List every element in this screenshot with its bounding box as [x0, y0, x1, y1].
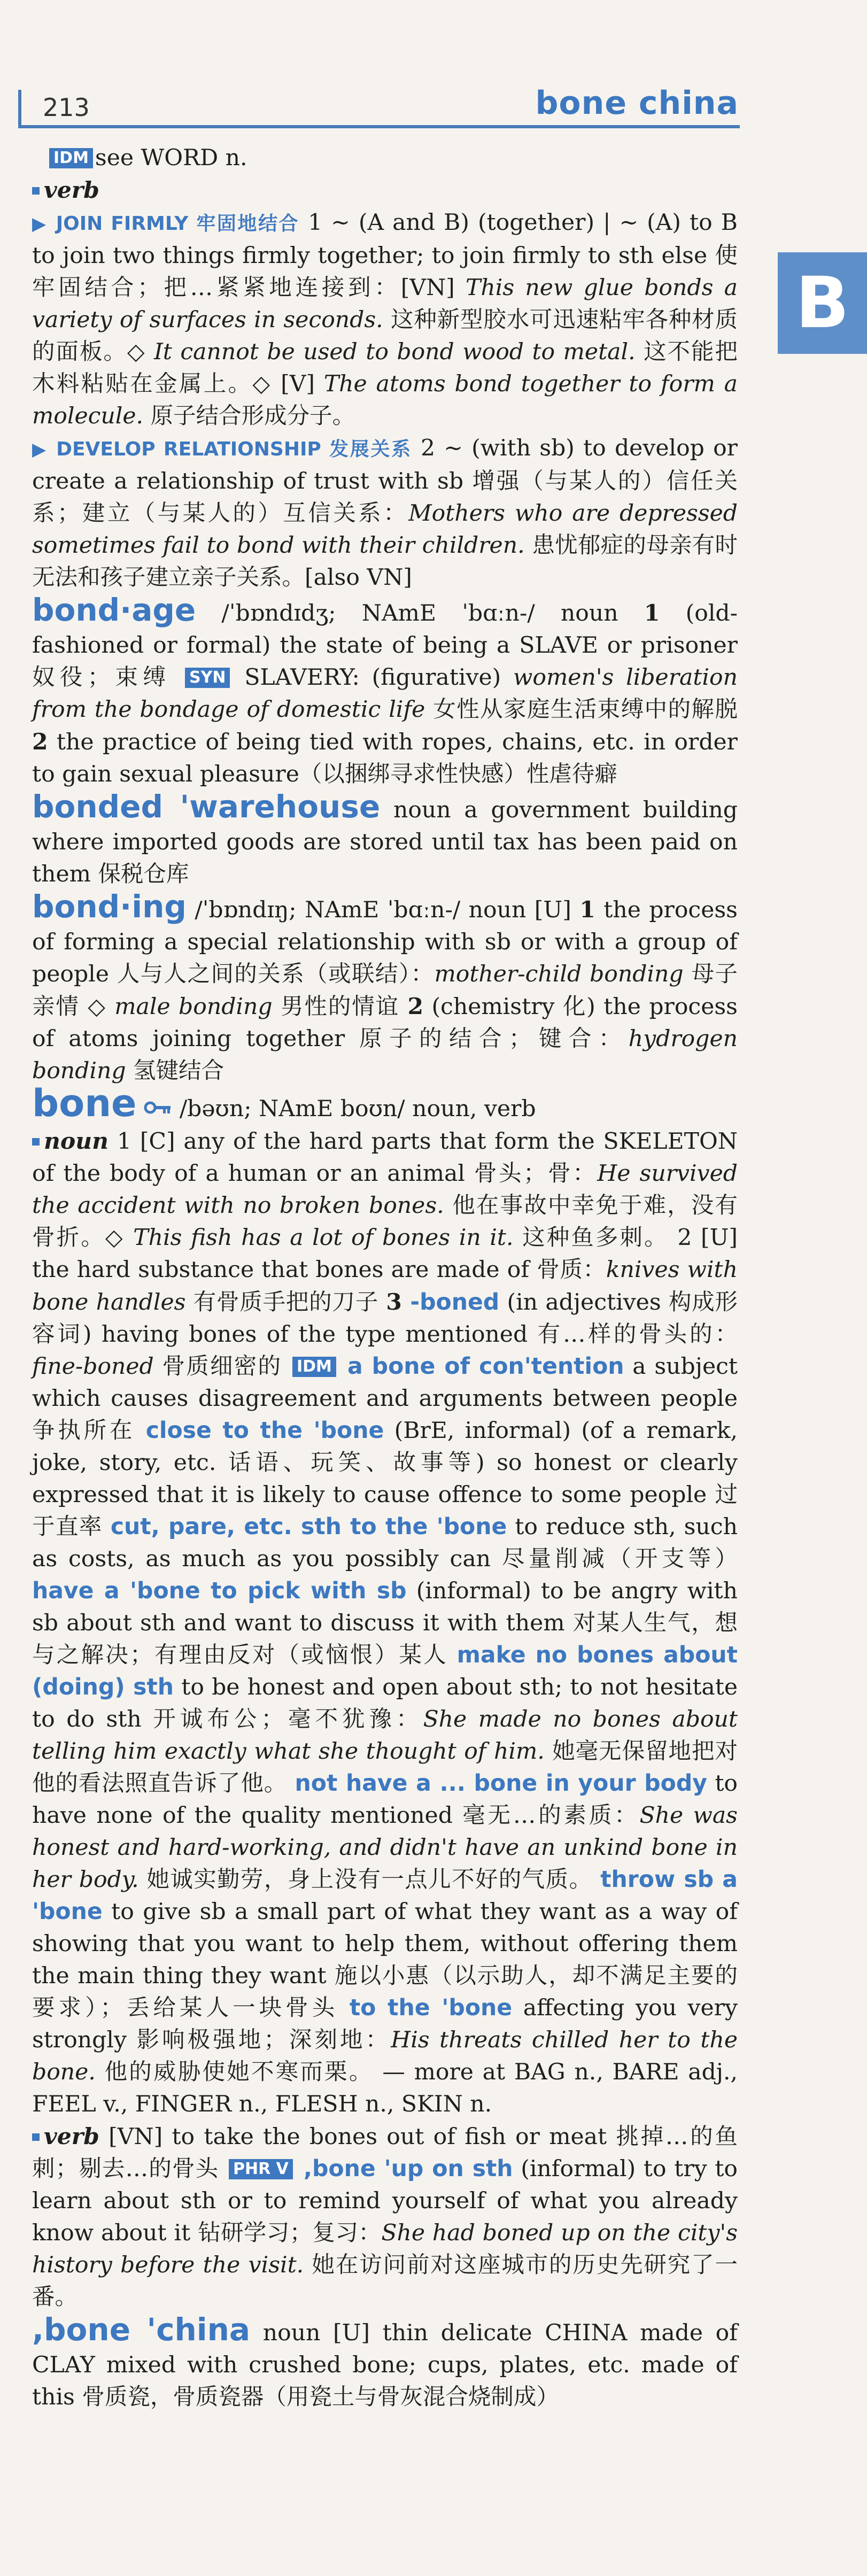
idiom: throw sb a 'bone [32, 1867, 738, 1925]
definition-text: noun a government building where imported goods are stored until tax has been paid on them 保税仓库 [32, 797, 738, 887]
example: She was honest and hard-working, and didn't have an unkind bone in her body. [32, 1803, 738, 1893]
idiom: close to the 'bone [145, 1418, 384, 1444]
page-number: 213 [43, 93, 90, 122]
definition-text: (informal) to try to learn about sth or to remind yourself of what you already know about it 钻研学习；复习： [32, 2156, 738, 2246]
definition-text: (BrE, informal) (of a remark, joke, story, etc. 话语、玩笑、故事等) so honest or clearly expressed that it is likely to cause offence to some people 过于直率 [32, 1418, 738, 1540]
translation: 男性的情谊 [272, 994, 408, 1020]
entry-bonded-warehouse [32, 788, 738, 891]
idm-text: see WORD n. [95, 145, 247, 171]
bone-noun-senses [32, 1125, 738, 2121]
running-head: bone china [535, 84, 739, 122]
translation: 她在访问前对这座城市的历史先研究了一番。 [32, 2252, 738, 2310]
triangle-marker-icon: ▶ [32, 213, 48, 235]
translation: 女性从家庭生活束缚中的解脱 [425, 697, 738, 723]
definition-text: 2 [U] the hard substance that bones are made of 骨质： [32, 1225, 738, 1283]
entry-bone-china [32, 2311, 738, 2413]
sense-number: 2 [32, 729, 48, 755]
square-bullet-icon [32, 187, 40, 195]
headword: ,bone 'china [32, 2311, 251, 2348]
entry-bone [32, 1081, 738, 1125]
verb-section-head [32, 174, 738, 207]
definition-text: 2 ~ (with sb) to develop or create a relationship of trust with sb 增强（与某人的）信任关系；建立（与某人的）互信关系： [32, 435, 738, 527]
example: The atoms bond together to form a molecule. [32, 371, 738, 429]
example: mother-child bonding [434, 961, 684, 987]
example: She had boned up on the city's history before the visit. [32, 2220, 738, 2278]
translation: 这种鱼多刺。 [513, 1225, 678, 1251]
sense-heading: DEVELOP RELATIONSHIP 发展关系 [56, 438, 412, 460]
sense-number: 1 [644, 600, 660, 626]
example: He survived the accident with no broken bones. [32, 1161, 738, 1219]
definition-text: 1 [C] any of the hard parts that form the SKELETON of the body of a human or an animal 骨头；骨： [32, 1128, 738, 1187]
definition-text: [VN] to take the bones out of fish or meat 挑掉…的鱼刺；剔去…的骨头 [32, 2124, 738, 2182]
phrasal-verb: ,bone 'up on sth [295, 2156, 513, 2182]
sense-develop-relationship [32, 432, 738, 594]
pronunciation: /bəʊn; NAmE boʊn/ noun, verb [179, 1096, 536, 1122]
pronunciation: /ˈbɒndɪŋ; NAmE ˈbɑːn-/ noun [U] [186, 897, 580, 923]
definition-text: to be honest and open about sth; to not hesitate to do sth 开诚布公；毫不犹豫： [32, 1674, 738, 1732]
translation: 她诚实勤劳，身上没有一点儿不好的气质。 [138, 1867, 601, 1893]
example: She made no bones about telling him exactly what she thought of him. [32, 1706, 738, 1765]
headword: bone [32, 1081, 137, 1125]
example: Mothers who are depressed sometimes fail to bond with their children. [32, 500, 738, 559]
derived-form: -boned [401, 1289, 500, 1316]
sense-number: 1 [579, 896, 595, 923]
header-rule [18, 125, 740, 128]
translation: 原子结合形成分子。 [143, 403, 355, 429]
phrv-label: PHR V [229, 2159, 293, 2179]
bone-verb-senses [32, 2121, 738, 2314]
headword: bond·age [32, 592, 196, 628]
triangle-marker-icon: ▶ [32, 439, 48, 460]
square-bullet-icon [32, 1138, 40, 1146]
entry-bondage [32, 594, 738, 791]
translation: 氢键结合 [126, 1058, 225, 1084]
definition-text: SLAVERY: (figurative) [232, 664, 514, 691]
definition-text: (in adjectives 构成形容词) having bones of the type mentioned 有…样的骨头的： [32, 1289, 738, 1348]
example: This fish has a lot of bones in it. [133, 1225, 514, 1251]
example: This new glue bonds a variety of surfaces in seconds. [32, 275, 738, 333]
definition-text: (informal) to be angry with sb about sth and want to discuss it with them 对某人生气，想与之解决；有理由反对（或恼恨）某人 [32, 1578, 738, 1668]
headword: bonded 'warehouse [32, 788, 381, 825]
translation: 她毫无保留地把对他的看法照直告诉了他。 [32, 1738, 738, 1797]
translation: 患忧郁症的母亲有时无法和孩子建立亲子关系。[also VN] [32, 532, 738, 591]
definition-text: to reduce sth, such as costs, as much as you possibly can 尽量削减（开支等） [32, 1514, 738, 1572]
entry-bonding [32, 888, 738, 1087]
idiom: have a 'bone to pick with sb [32, 1578, 407, 1604]
noun-label: noun [44, 1128, 109, 1155]
translation: 他在事故中幸免于难，没有骨折。◇ [32, 1193, 738, 1251]
translation: 这不能把木料粘贴在金属上。◇ [V] [32, 339, 738, 397]
example: hydrogen bonding [32, 1026, 738, 1084]
idm-label: IDM [292, 1357, 336, 1377]
sense-number: 2 [407, 993, 424, 1020]
idm-label: IDM [49, 148, 93, 168]
example: His threats chilled her to the bone. [32, 2027, 738, 2085]
translation: 这种新型胶水可迅速粘牢各种材质的面板。◇ [32, 307, 738, 365]
thumb-index-tab [778, 252, 867, 354]
sense-join-firmly [32, 207, 738, 432]
headword: bond·ing [32, 888, 187, 925]
sense-heading: JOIN FIRMLY 牢固地结合 [56, 213, 300, 235]
thumb-index-letter: B [795, 262, 849, 344]
translation: 母子亲情 ◇ [32, 961, 738, 1020]
verb-label: verb [44, 177, 99, 204]
idiom: make no bones about (doing) sth [32, 1642, 738, 1700]
example: fine-boned [32, 1353, 154, 1380]
pronunciation: /ˈbɒndɪdʒ; NAmE ˈbɑːn-/ noun [196, 600, 644, 626]
definition-text: to give sb a small part of what they want as a way of showing that you want to help them, without offering them the main thing they want 施以小惠（以示助人，却不满足主要的要求）；丢给某人一块骨头 [32, 1899, 738, 2021]
definition-text: the practice of being tied with ropes, chains, etc. in order to gain sexual pleasure（以捆绑寻求性快感）性虐待癖 [32, 729, 738, 787]
definition-text: the process of forming a special relationship with sb or with a group of people 人与人之间的关系（或联结）： [32, 897, 738, 987]
translation: 骨质细密的 [153, 1353, 290, 1380]
entry-column [32, 142, 738, 2413]
definition-text: a subject which causes disagreement and arguments between people 争执所在 [32, 1353, 738, 1444]
example: women's liberation from the bondage of domestic life [32, 664, 738, 723]
idiom: a bone of con'tention [338, 1353, 624, 1380]
verb-label: verb [44, 2123, 99, 2150]
example: It cannot be used to bond wood to metal. [154, 339, 636, 365]
header-left-rule [18, 90, 21, 128]
definition-text: (old-fashioned or formal) the state of being a SLAVE or prisoner 奴役；束缚 [32, 600, 738, 691]
example: male bonding [114, 994, 273, 1020]
translation: 他的威胁使她不寒而栗。 — more at BAG n., BARE adj., FEEL v., FINGER n., FLESH n., SKIN n. [32, 2059, 738, 2117]
idm-line [32, 142, 738, 174]
definition-text: affecting you very strongly 影响极强地；深刻地： [32, 1995, 738, 2053]
definition-text: (chemistry 化) the process of atoms joining together 原子的结合；键合： [32, 994, 738, 1052]
sense-number: 3 [386, 1289, 402, 1316]
key-icon [144, 1095, 180, 1122]
idiom: cut, pare, etc. sth to the 'bone [110, 1514, 507, 1540]
idiom: not have a ... bone in your body [295, 1770, 707, 1797]
syn-label: SYN [185, 668, 230, 688]
square-bullet-icon [32, 2133, 40, 2141]
idiom: to the 'bone [349, 1995, 513, 2021]
definition-text: to have none of the quality mentioned 毫无…的素质： [32, 1770, 738, 1829]
example: knives with bone handles [32, 1257, 738, 1316]
definition-text: noun [U] thin delicate CHINA made of CLAY mixed with crushed bone; cups, plates, etc. made of this 骨质瓷，骨质瓷器（用瓷土与骨灰混合烧制成） [32, 2320, 738, 2410]
definition-text: 1 ~ (A and B) (together) | ~ (A) to B to join two things firmly together; to join firmly to sth else 使牢固结合；把…紧紧地连接到：[VN] [32, 210, 738, 301]
translation: 有骨质手把的刀子 [185, 1289, 386, 1316]
